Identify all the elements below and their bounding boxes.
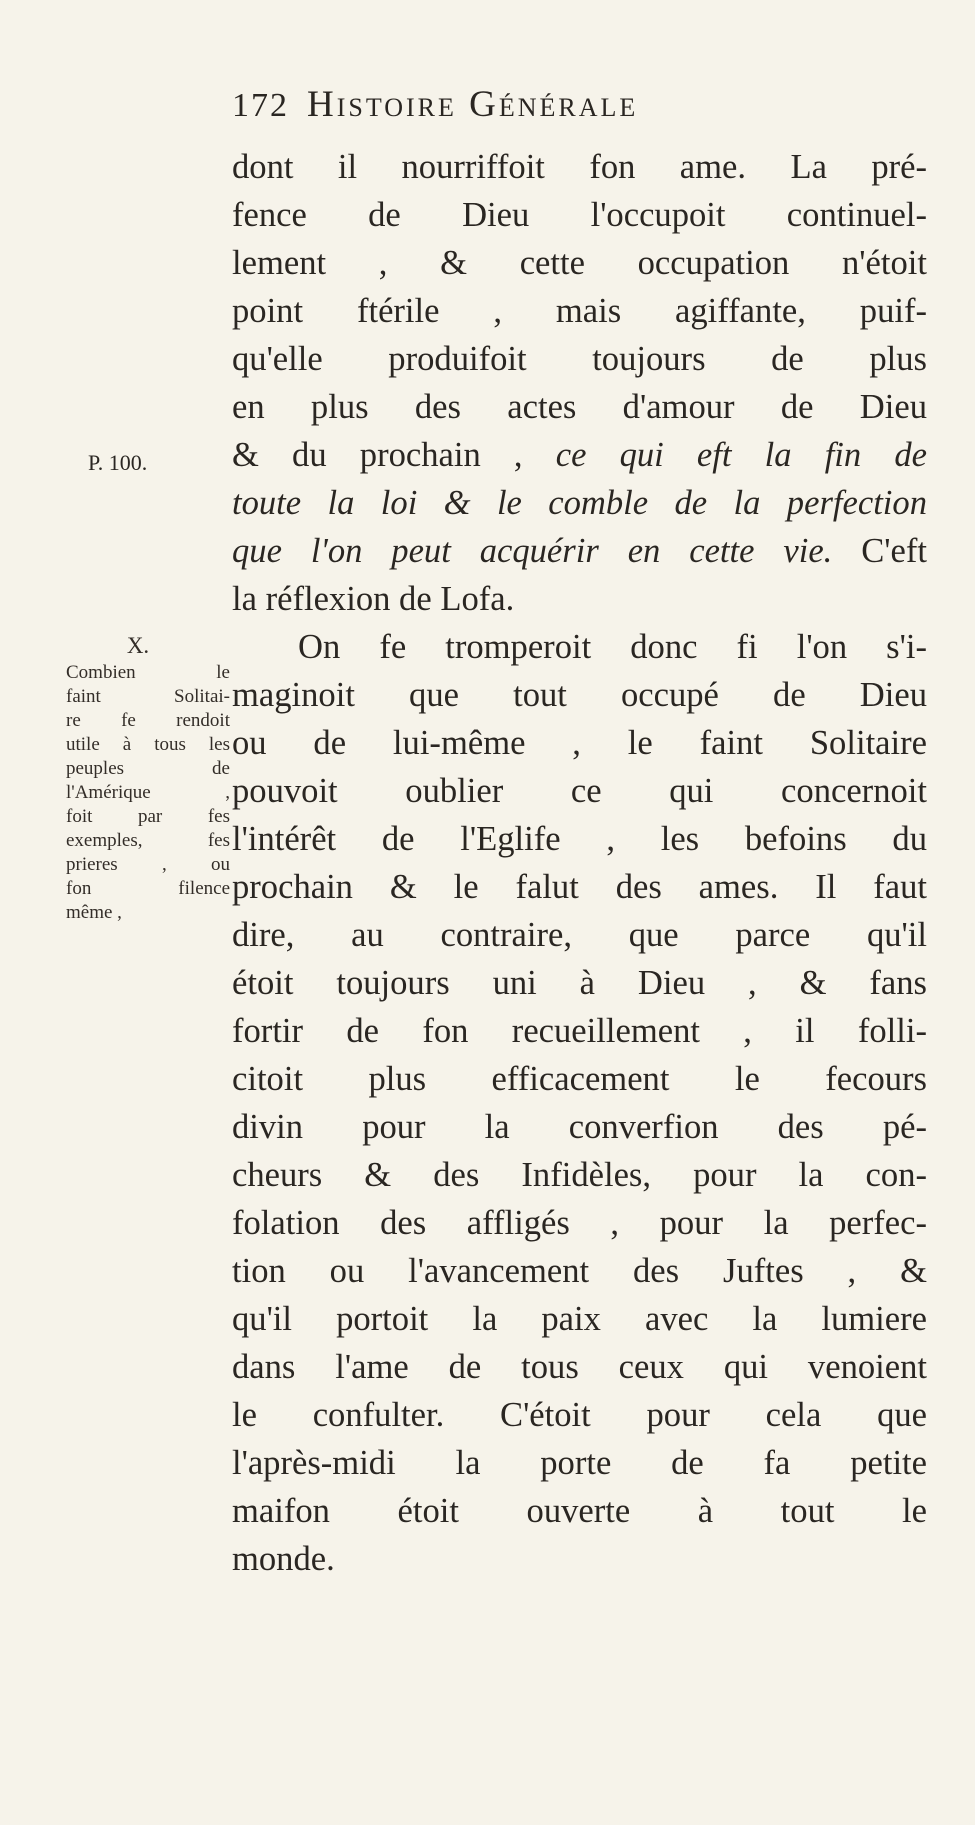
text-line	[232, 623, 927, 671]
running-head-title: Histoire Générale	[307, 84, 639, 125]
text-line: cheurs & des Infidèles, pour la con-	[232, 1156, 927, 1194]
text-line: en plus des actes d'amour de Dieu	[232, 388, 927, 426]
text-italic: toute la loi & le comble de la perfection	[232, 484, 927, 522]
sidenote-line: prieres , ou	[66, 854, 230, 875]
text-line: dans l'ame de tous ceux qui venoient	[232, 1348, 927, 1386]
text-roman: & du prochain ,	[232, 436, 556, 474]
body-text	[232, 143, 927, 1583]
text-line: l'intérêt de l'Eglife , les befoins du	[232, 820, 927, 858]
text-roman: On fe tromperoit donc fi l'on s'i-	[298, 628, 927, 666]
sidenote-line: foit par fes	[66, 806, 230, 827]
text-roman: C'eft	[832, 532, 927, 570]
text-line	[232, 527, 927, 575]
text-line: citoit plus efficacement le fecours	[232, 1060, 927, 1098]
sidenote-line: exemples, fes	[66, 830, 230, 851]
text-line: dont il nourriffoit fon ame. La pré-	[232, 148, 927, 186]
text-line: monde.	[232, 1540, 335, 1578]
text-line: l'après-midi la porte de fa petite	[232, 1444, 927, 1482]
text-line: folation des affligés , pour la perfec-	[232, 1204, 927, 1242]
text-line: étoit toujours uni à Dieu , & fans	[232, 964, 927, 1002]
sidenote-line: re fe rendoit	[66, 710, 230, 731]
sidenote-line: peuples de	[66, 758, 230, 779]
text-line	[232, 479, 927, 527]
text-line: la réflexion de Lofa.	[232, 580, 515, 618]
text-line: fence de Dieu l'occupoit continuel-	[232, 196, 927, 234]
text-line	[232, 431, 927, 479]
text-line: ou de lui-même , le faint Solitaire	[232, 724, 927, 762]
sidenote	[66, 634, 230, 925]
sidenote-line: utile à tous les	[66, 734, 230, 755]
text-italic: ce qui eft la fin de	[555, 436, 927, 474]
text-italic: que l'on peut acquérir en cette vie.	[232, 532, 833, 570]
text-line: point ftérile , mais agiffante, puif-	[232, 292, 927, 330]
sidenote-line: même ,	[66, 902, 122, 923]
sidenote-line: fon filence	[66, 878, 230, 899]
text-line: dire, au contraire, que parce qu'il	[232, 916, 927, 954]
sidenote-number: X.	[126, 633, 150, 658]
text-line: qu'elle produifoit toujours de plus	[232, 340, 927, 378]
running-head	[232, 86, 932, 123]
margin-page-reference: P. 100.	[88, 450, 148, 475]
text-line: lement , & cette occupation n'étoit	[232, 244, 927, 282]
text-line: pouvoit oublier ce qui concernoit	[232, 772, 927, 810]
sidenote-line: Combien le	[66, 662, 230, 683]
sidenote-line: l'Amérique ,	[66, 782, 230, 803]
page-number: 172	[232, 87, 289, 124]
text-line: prochain & le falut des ames. Il faut	[232, 868, 927, 906]
sidenote-line: faint Solitai-	[66, 686, 230, 707]
text-line: qu'il portoit la paix avec la lumiere	[232, 1300, 927, 1338]
text-line: fortir de fon recueillement , il folli-	[232, 1012, 927, 1050]
text-line: le confulter. C'étoit pour cela que	[232, 1396, 927, 1434]
text-line: divin pour la converfion des pé-	[232, 1108, 927, 1146]
text-line: maifon étoit ouverte à tout le	[232, 1492, 927, 1530]
text-line: tion ou l'avancement des Juftes , &	[232, 1252, 927, 1290]
text-line: maginoit que tout occupé de Dieu	[232, 676, 927, 714]
